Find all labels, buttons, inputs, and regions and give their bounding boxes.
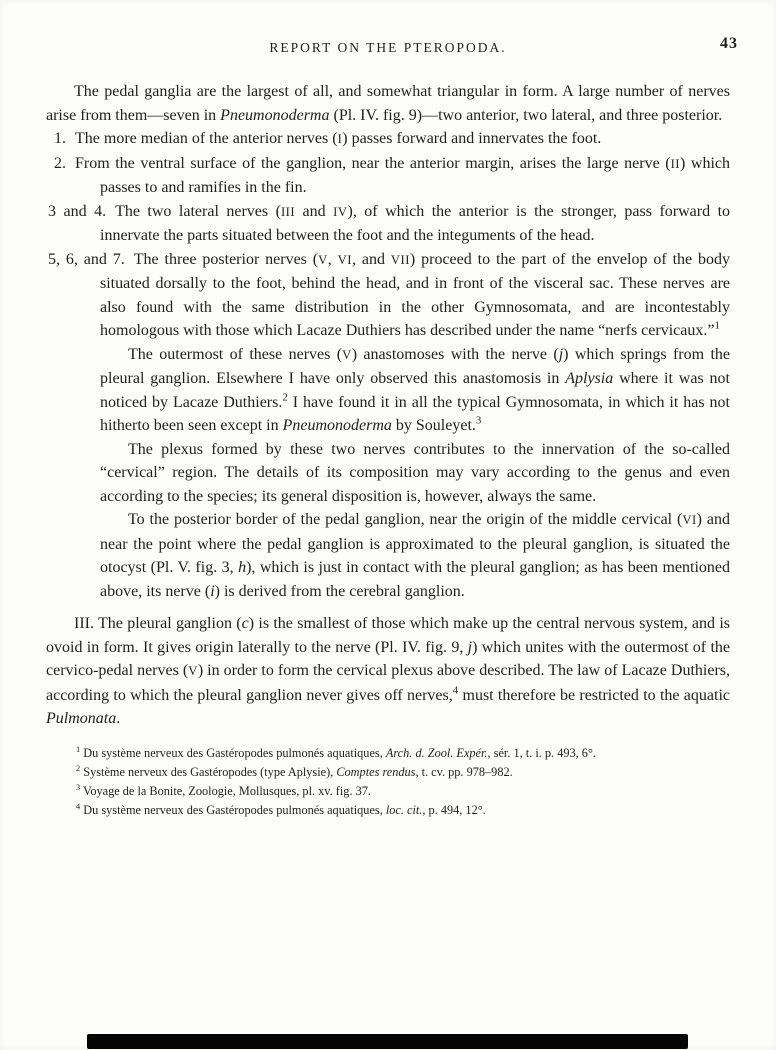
text-run: ) proceed to the part of the envelop of the body situated dorsally to the foot, behind the head, and in front of the visceral sac. These nerves are also found with the same distribution in the other Gymnosomata, and are incontestably homologous with those which Lacaze Duthiers has described under the name “nerfs cervicaux.” — [100, 250, 731, 339]
smallcaps-numeral: II — [670, 156, 680, 171]
smallcaps-numeral: VI — [682, 513, 697, 527]
text-run: Système nerveux des Gastéropodes (type Aplysie), — [83, 764, 337, 779]
smallcaps-numeral: VI — [337, 252, 352, 267]
list-item — [46, 127, 730, 152]
list-item — [46, 152, 730, 200]
footnotes — [46, 744, 730, 820]
list-item — [46, 248, 730, 343]
smallcaps-numeral: IV — [333, 204, 348, 219]
text-run: The outermost of these nerves ( — [128, 345, 343, 363]
footnote-ref: 3 — [475, 414, 482, 427]
footnote-ref: 2 — [282, 391, 288, 404]
smallcaps-numeral: III — [280, 204, 296, 219]
text-run: ) is derived from the cerebral ganglion. — [214, 582, 465, 600]
text-run: Du système nerveux des Gastéropodes pulmonés aquatiques, — [83, 745, 386, 760]
smallcaps-numeral: V — [318, 252, 328, 267]
text-run: must therefore be restricted to the aquatic — [458, 686, 730, 704]
text-run: , t. cv. pp. 978–982. — [415, 764, 513, 779]
italic-text: Pulmonata — [46, 710, 117, 727]
paragraph — [100, 508, 730, 603]
running-title: REPORT ON THE PTEROPODA. — [269, 40, 507, 55]
text-run: ) which passes to and ramifies in the fin. — [100, 154, 730, 196]
smallcaps-numeral: VII — [390, 252, 410, 267]
italic-text: loc. cit. — [385, 802, 423, 817]
footnote-ref: 4 — [452, 684, 459, 697]
scan-artifact-bar — [87, 1034, 688, 1049]
italic-text: Pneumonoderma — [282, 417, 392, 434]
smallcaps-numeral: V — [342, 347, 352, 362]
smallcaps-numeral: V — [188, 664, 198, 678]
text-run: The plexus formed by these two nerves contributes to the innervation of the so-called “cervical” region. The details of its composition may vary according to the genus and even according to the species; its general disposition is, however, always the same. — [100, 440, 730, 505]
text-run: The three posterior nerves ( — [133, 250, 319, 268]
text-run: III. The pleural ganglion ( — [74, 615, 242, 632]
text-run: , — [327, 250, 338, 268]
list-item-number: 3 and 4. — [48, 202, 107, 220]
text-run: ) in order to form the cervical plexus above described. The law of Lacaze Duthiers, according to which the pleural ganglion never gives off nerves, — [46, 662, 731, 704]
text-run: ), of which the anterior is the stronger, pass forward to innervate the parts situated between the foot and the integuments of the head. — [100, 202, 731, 244]
text-run: I have found it in all the typical Gymnosomata, in which it has not hitherto been seen except in — [100, 393, 730, 434]
italic-text: Aplysia — [565, 370, 614, 387]
text-run: The pedal ganglia are the largest of all, and somewhat triangular in form. A large number of nerves arise from them—seven in — [46, 83, 730, 124]
text-run: , p. 494, 12°. — [422, 802, 486, 817]
text-run: ) and near the point where the pedal ganglion is approximated to the pleural ganglion, is situated the otocyst (Pl. V. fig. 3, — [100, 511, 730, 576]
italic-text: Arch. d. Zool. Expér. — [385, 745, 488, 760]
text-run: , sér. 1, t. i. p. 493, 6°. — [487, 745, 596, 760]
italic-text: Comptes rendus — [336, 764, 416, 779]
paragraph — [46, 612, 730, 731]
italic-text: h — [238, 559, 247, 576]
page-header — [46, 35, 738, 56]
text-run: by Souleyet. — [391, 417, 476, 434]
paragraph — [46, 80, 730, 127]
text-run: ) passes forward and innervates the foot. — [342, 130, 602, 147]
text-run: ) anastomoses with the nerve ( — [351, 345, 559, 363]
text-run: (Pl. IV. fig. 9)—two anterior, two lateral, and three posterior. — [329, 106, 723, 124]
text-run: The more median of the anterior nerves ( — [75, 130, 338, 147]
smallcaps-numeral: I — [337, 132, 343, 146]
list-item — [46, 200, 730, 248]
footnote — [62, 801, 730, 820]
footnote-ref: 3 — [76, 782, 81, 792]
footnote-ref: 2 — [76, 763, 81, 773]
italic-text: j — [467, 638, 473, 656]
list-item-number: 2. — [54, 154, 66, 172]
text-run: ) is the smallest of those which make up the central nervous system, and is ovoid in form. It gives origin laterally to the nerve (Pl. IV. fig. 9, — [46, 615, 731, 656]
italic-text: i — [210, 582, 215, 600]
paragraph — [100, 438, 730, 509]
footnote-ref: 1 — [76, 744, 81, 754]
text-run: From the ventral surface of the ganglion, near the anterior margin, arises the large nerve ( — [75, 154, 671, 172]
text-run: Du système nerveux des Gastéropodes pulmonés aquatiques, — [83, 802, 386, 817]
footnote — [62, 744, 730, 763]
text-run: ) which springs from the pleural ganglion. Elsewhere I have only observed this anastomosis in — [100, 345, 731, 387]
text-run: . — [116, 710, 121, 727]
paragraph — [100, 343, 730, 438]
footnote-ref: 4 — [76, 801, 81, 811]
italic-text: Pneumonoderma — [220, 106, 330, 124]
text-run: where it was not noticed by Lacaze Duthiers. — [100, 370, 731, 411]
text-run: The two lateral nerves ( — [115, 202, 281, 220]
list-item-number: 1. — [54, 130, 66, 147]
text-run: ), which is just in contact with the pleural ganglion; as has been mentioned above, its nerve ( — [100, 559, 730, 600]
footnote — [62, 763, 730, 782]
page-number: 43 — [720, 35, 738, 52]
list-item-number: 5, 6, and 7. — [48, 250, 125, 268]
italic-text: j — [558, 345, 564, 363]
page-body — [46, 80, 730, 731]
text-run: Voyage de la Bonite, Zoologie, Mollusques, pl. xv. fig. 37. — [83, 783, 371, 798]
footnote-ref: 1 — [714, 319, 720, 332]
text-run: , and — [351, 250, 391, 268]
text-run: ) which unites with the outermost of the cervico-pedal nerves ( — [46, 638, 730, 679]
italic-text: c — [241, 615, 249, 632]
text-run: and — [295, 202, 334, 220]
text-run: To the posterior border of the pedal ganglion, near the origin of the middle cervical ( — [128, 511, 683, 528]
footnote — [62, 782, 730, 801]
